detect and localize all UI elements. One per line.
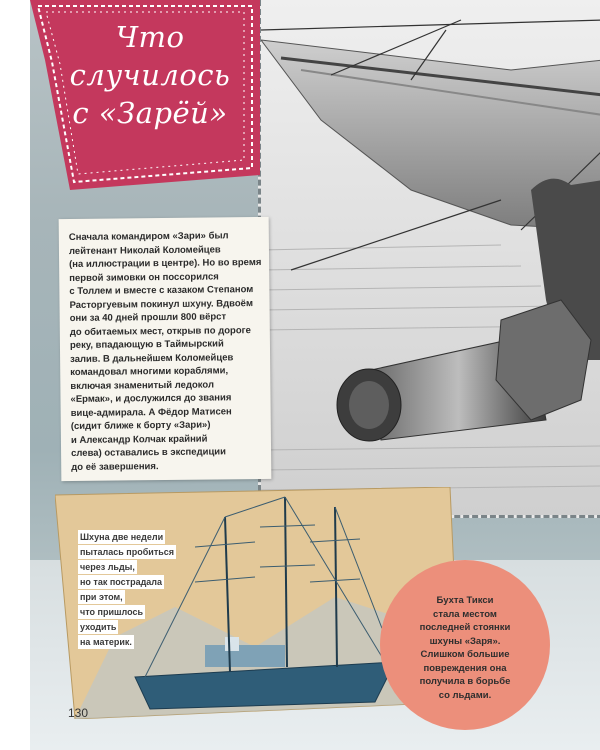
text-line: (сидит ближе к борту «Зари») bbox=[70, 419, 211, 432]
circle-line: повреждения она bbox=[423, 662, 507, 674]
title-line: Что bbox=[115, 20, 185, 54]
text-line: лейтенант Николай Коломейцев bbox=[68, 243, 221, 257]
caption-line: что пришлось bbox=[80, 607, 143, 617]
ship-caption bbox=[78, 530, 228, 650]
text-line: до обитаемых мест, открыв по дороге bbox=[69, 324, 251, 338]
title-line: случилось bbox=[69, 58, 231, 92]
circle-line: со льдами. bbox=[438, 689, 492, 701]
circle-line: шхуны «Заря». bbox=[429, 635, 501, 647]
text-line: слева) оставались в экспедиции bbox=[71, 446, 227, 459]
text-line: командовал многими кораблями, bbox=[70, 365, 229, 378]
page-number: 130 bbox=[68, 706, 89, 720]
text-line: с Толлем и вместе с казаком Степаном bbox=[69, 284, 254, 297]
caption-line: Шхуна две недели bbox=[80, 532, 164, 542]
text-line: (на иллюстрации в центре). Но во время bbox=[69, 256, 262, 270]
caption-line: но так пострадала bbox=[80, 577, 163, 587]
circle-line: получила в борьбе bbox=[419, 676, 511, 687]
main-text bbox=[59, 217, 272, 482]
text-line: «Ермак», и дослужился до звания bbox=[70, 392, 232, 405]
engraving-illustration bbox=[258, 0, 600, 518]
page-margin bbox=[0, 0, 30, 750]
text-line: вице-адмирала. А Фёдор Матисен bbox=[70, 405, 232, 419]
title-line: с «Зарёй» bbox=[72, 96, 228, 130]
text-line: реку, впадающую в Таймырский bbox=[69, 338, 224, 351]
caption-line: на материк. bbox=[80, 637, 132, 647]
circle-line: Бухта Тикси bbox=[436, 595, 494, 606]
text-line: и Александр Колчак крайний bbox=[70, 433, 208, 446]
circle-line: стала местом bbox=[433, 608, 497, 620]
info-circle-text bbox=[392, 594, 538, 702]
caption-line: при этом, bbox=[80, 592, 123, 602]
page-title bbox=[50, 18, 250, 132]
text-line: первой зимовки он поссорился bbox=[69, 270, 219, 284]
text-line: Расторгуевым покинул шхуну. Вдвоём bbox=[69, 297, 254, 311]
text-line: до её завершения. bbox=[71, 460, 159, 473]
text-line: они за 40 дней прошли 800 вёрст bbox=[69, 311, 227, 324]
text-line: включая знаменитый ледокол bbox=[70, 378, 215, 392]
text-line: залив. В дальнейшем Коломейцев bbox=[70, 351, 234, 365]
caption-line: уходить bbox=[80, 622, 117, 632]
circle-line: последней стоянки bbox=[419, 622, 511, 633]
circle-line: Слишком большие bbox=[420, 649, 510, 660]
caption-line: пыталась пробиться bbox=[80, 547, 175, 557]
text-line: Сначала командиром «Зари» был bbox=[68, 230, 229, 244]
main-text-panel bbox=[59, 217, 272, 481]
caption-line: через льды, bbox=[80, 562, 135, 572]
